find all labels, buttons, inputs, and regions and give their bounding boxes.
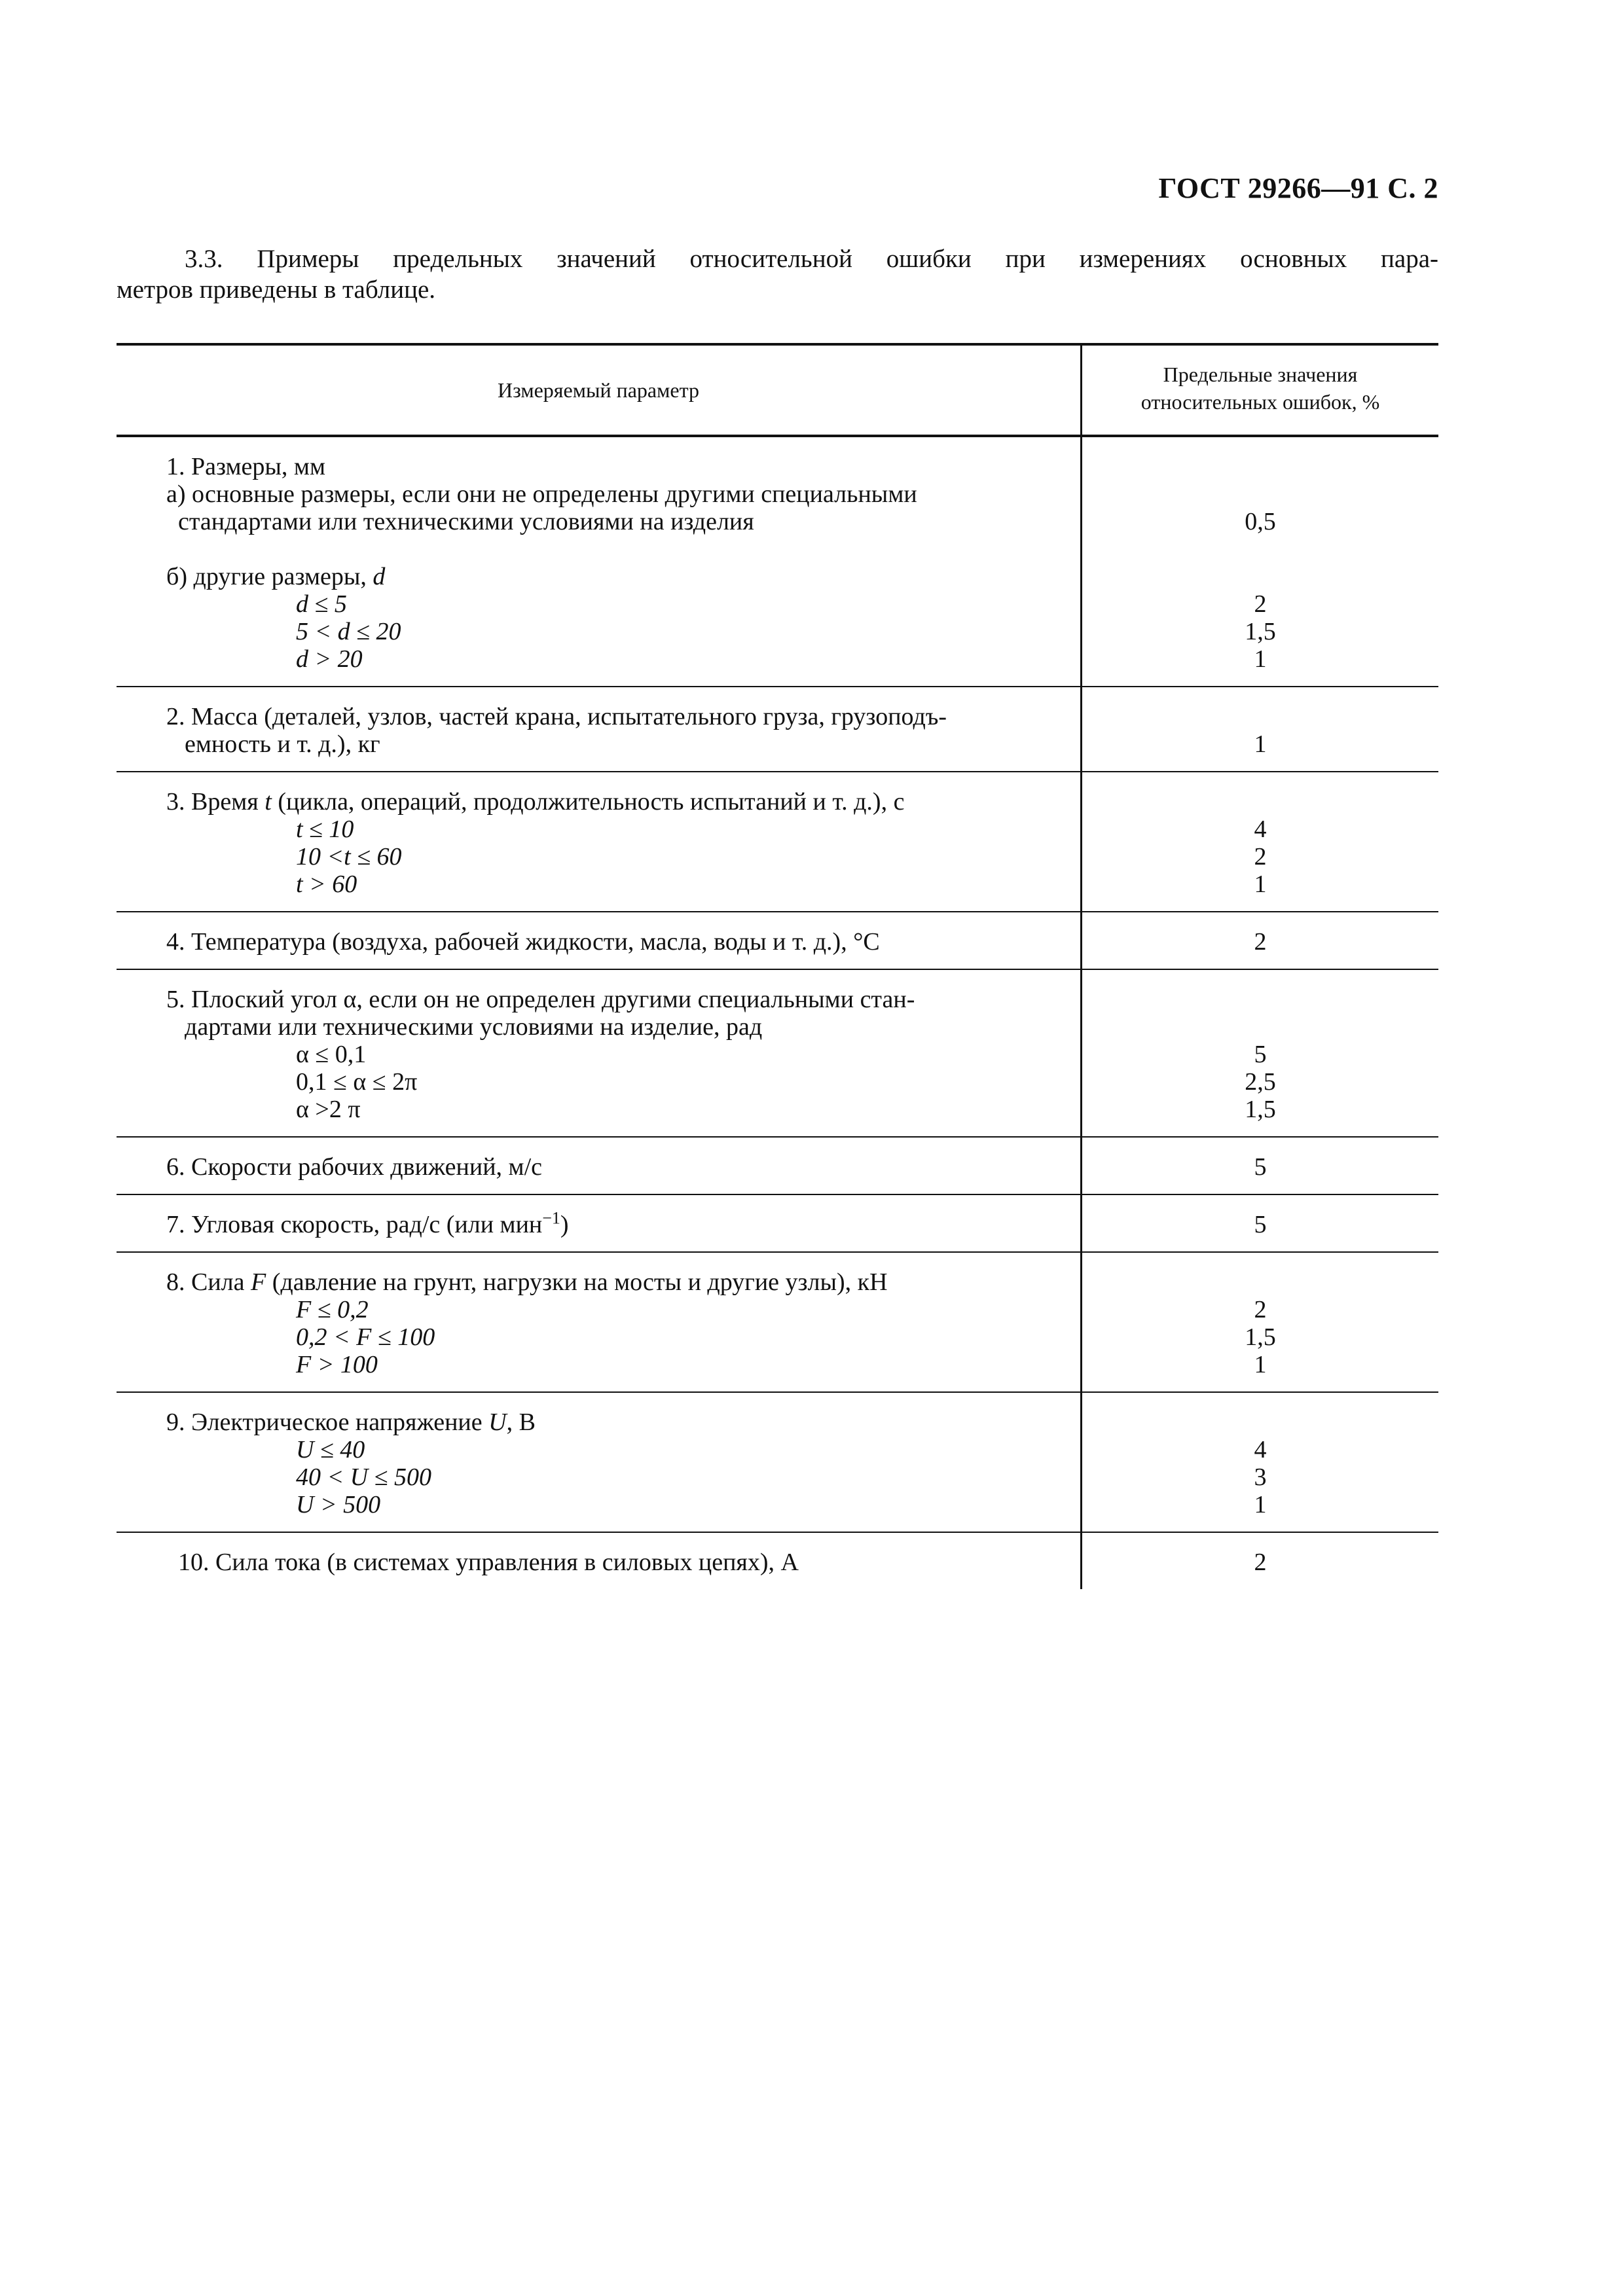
parameter-cell <box>117 772 1082 912</box>
value-cell <box>1082 1252 1439 1392</box>
row-8-value-1: 2 <box>1254 1296 1267 1323</box>
row-2-value: 1 <box>1254 730 1267 758</box>
row-8-value-2: 1,5 <box>1245 1323 1276 1351</box>
row-10-value: 2 <box>1254 1549 1267 1576</box>
row-3-title-suffix: (цикла, операций, продолжительность испытаний и т. д.), с <box>271 788 905 816</box>
parameter-cell <box>117 1137 1082 1194</box>
row-3-cond-2: 10 <t ≤ 60 <box>296 843 402 870</box>
row-1-value-2: 1,5 <box>1245 618 1276 645</box>
intro-line-2: метров приведены в таблице. <box>117 276 436 304</box>
parameter-cell <box>117 1532 1082 1589</box>
row-5-cond-2: 0,1 ≤ α ≤ 2π <box>296 1068 418 1096</box>
table-row <box>117 436 1438 687</box>
row-9-title-prefix: 9. Электрическое напряжение <box>166 1408 489 1436</box>
row-7-value: 5 <box>1254 1211 1267 1238</box>
row-2-line-2: емность и т. д.), кг <box>185 730 380 758</box>
row-1-spacer <box>1082 535 1438 563</box>
row-3-value-2: 2 <box>1254 843 1267 870</box>
row-1-a-line-2: стандартами или техническими условиями на изделия <box>178 508 754 535</box>
parameter-cell <box>117 1252 1082 1392</box>
row-8-title-prefix: 8. Сила <box>166 1268 251 1296</box>
running-head: ГОСТ 29266—91 С. 2 <box>1158 172 1438 204</box>
row-3-empty <box>1082 788 1438 816</box>
row-4-value: 2 <box>1254 928 1267 956</box>
row-3-title <box>166 788 1080 816</box>
row-5-value-1: 5 <box>1254 1041 1267 1068</box>
intro-paragraph <box>117 243 1438 305</box>
column-header-error-limits-line-2: относительных ошибок, % <box>1140 390 1380 414</box>
row-6-title: 6. Скорости рабочих движений, м/с <box>166 1153 543 1181</box>
value-cell <box>1082 436 1439 687</box>
row-9-title-suffix: , В <box>506 1408 536 1436</box>
row-7-title-prefix: 7. Угловая скорость, рад/с (или мин <box>166 1211 543 1238</box>
row-5-cond-3: α >2 π <box>296 1096 361 1123</box>
row-5-value-2: 2,5 <box>1245 1068 1276 1096</box>
row-8-title-var: F <box>251 1268 266 1296</box>
row-6-value: 5 <box>1254 1153 1267 1181</box>
row-1-cond-2: 5 < d ≤ 20 <box>296 618 401 645</box>
row-9-value-2: 3 <box>1254 1463 1267 1491</box>
row-2-line-1: 2. Масса (деталей, узлов, частей крана, испытательного груза, грузоподъ- <box>166 703 947 730</box>
row-1-empty <box>1082 453 1438 480</box>
table-row <box>117 1137 1438 1194</box>
row-9-cond-1: U ≤ 40 <box>296 1436 365 1463</box>
table-header-row <box>117 344 1438 436</box>
row-1-empty <box>1082 563 1438 590</box>
row-9-value-1: 4 <box>1254 1436 1267 1463</box>
row-5-value-3: 1,5 <box>1245 1096 1276 1123</box>
column-header-error-limits <box>1082 344 1439 436</box>
row-1-b-title-var: d <box>373 563 386 590</box>
row-2-empty <box>1082 703 1438 730</box>
row-1-a-value: 0,5 <box>1245 508 1276 535</box>
row-1-b-title-text: б) другие размеры, <box>166 563 373 590</box>
row-1-value-3: 1 <box>1254 645 1267 673</box>
row-8-cond-1: F ≤ 0,2 <box>296 1296 369 1323</box>
parameter-cell <box>117 1194 1082 1252</box>
row-3-cond-3: t > 60 <box>296 870 357 898</box>
row-7-title <box>166 1208 1080 1238</box>
value-cell <box>1082 1137 1439 1194</box>
table-row <box>117 1532 1438 1589</box>
row-9-value-3: 1 <box>1254 1491 1267 1518</box>
row-1-value-1: 2 <box>1254 590 1267 618</box>
value-cell <box>1082 1392 1439 1532</box>
row-1-b-title <box>166 563 1080 590</box>
parameter-cell <box>117 1392 1082 1532</box>
table-row <box>117 1252 1438 1392</box>
row-3-value-1: 4 <box>1254 816 1267 843</box>
row-1-cond-1: d ≤ 5 <box>296 590 347 618</box>
table-row <box>117 772 1438 912</box>
table-row <box>117 969 1438 1137</box>
row-1-cond-3: d > 20 <box>296 645 363 673</box>
parameter-cell <box>117 436 1082 687</box>
row-5-empty <box>1082 1013 1438 1041</box>
row-9-title-var: U <box>488 1408 507 1436</box>
table-row <box>117 912 1438 969</box>
parameter-cell <box>117 687 1082 772</box>
value-cell <box>1082 1194 1439 1252</box>
row-9-cond-3: U > 500 <box>296 1491 381 1518</box>
row-8-title <box>166 1268 1080 1296</box>
intro-line-1: 3.3. Примеры предельных значений относительной ошибки при измерениях основных пара- <box>185 245 1438 273</box>
row-8-cond-3: F > 100 <box>296 1351 378 1378</box>
row-1-a-line-1: а) основные размеры, если они не определены другими специальными <box>166 480 917 508</box>
table-row <box>117 687 1438 772</box>
column-header-error-limits-line-1: Предельные значения <box>1163 363 1358 386</box>
row-5-cond-1: α ≤ 0,1 <box>296 1041 367 1068</box>
row-7-title-suffix: ) <box>560 1211 569 1238</box>
row-3-value-3: 1 <box>1254 870 1267 898</box>
row-9-empty <box>1082 1408 1438 1436</box>
row-3-title-prefix: 3. Время <box>166 788 265 816</box>
table-row <box>117 1194 1438 1252</box>
row-8-empty <box>1082 1268 1438 1296</box>
value-cell <box>1082 912 1439 969</box>
row-5-empty <box>1082 986 1438 1013</box>
row-3-title-var: t <box>264 788 272 816</box>
row-5-line-1: 5. Плоский угол α, если он не определен другими специальными стан- <box>166 986 915 1013</box>
parameter-cell <box>117 969 1082 1137</box>
row-4-title: 4. Температура (воздуха, рабочей жидкости, масла, воды и т. д.), °С <box>166 928 880 956</box>
table-row <box>117 1392 1438 1532</box>
row-10-title: 10. Сила тока (в системах управления в силовых цепях), А <box>178 1549 799 1576</box>
row-8-title-suffix: (давление на грунт, нагрузки на мосты и другие узлы), кН <box>266 1268 888 1296</box>
row-8-value-3: 1 <box>1254 1351 1267 1378</box>
row-8-cond-2: 0,2 < F ≤ 100 <box>296 1323 435 1351</box>
value-cell <box>1082 772 1439 912</box>
row-1-spacer <box>166 535 1080 563</box>
row-7-title-sup: −1 <box>542 1208 560 1228</box>
row-3-cond-1: t ≤ 10 <box>296 816 354 843</box>
parameters-table <box>117 343 1438 1589</box>
row-1-title: 1. Размеры, мм <box>166 453 326 480</box>
value-cell <box>1082 969 1439 1137</box>
value-cell <box>1082 1532 1439 1589</box>
row-9-cond-2: 40 < U ≤ 500 <box>296 1463 431 1491</box>
row-1-empty <box>1082 480 1438 508</box>
value-cell <box>1082 687 1439 772</box>
row-5-line-2: дартами или техническими условиями на изделие, рад <box>185 1013 763 1041</box>
column-header-parameter: Измеряемый параметр <box>498 378 699 402</box>
parameter-cell <box>117 912 1082 969</box>
row-9-title <box>166 1408 1080 1436</box>
